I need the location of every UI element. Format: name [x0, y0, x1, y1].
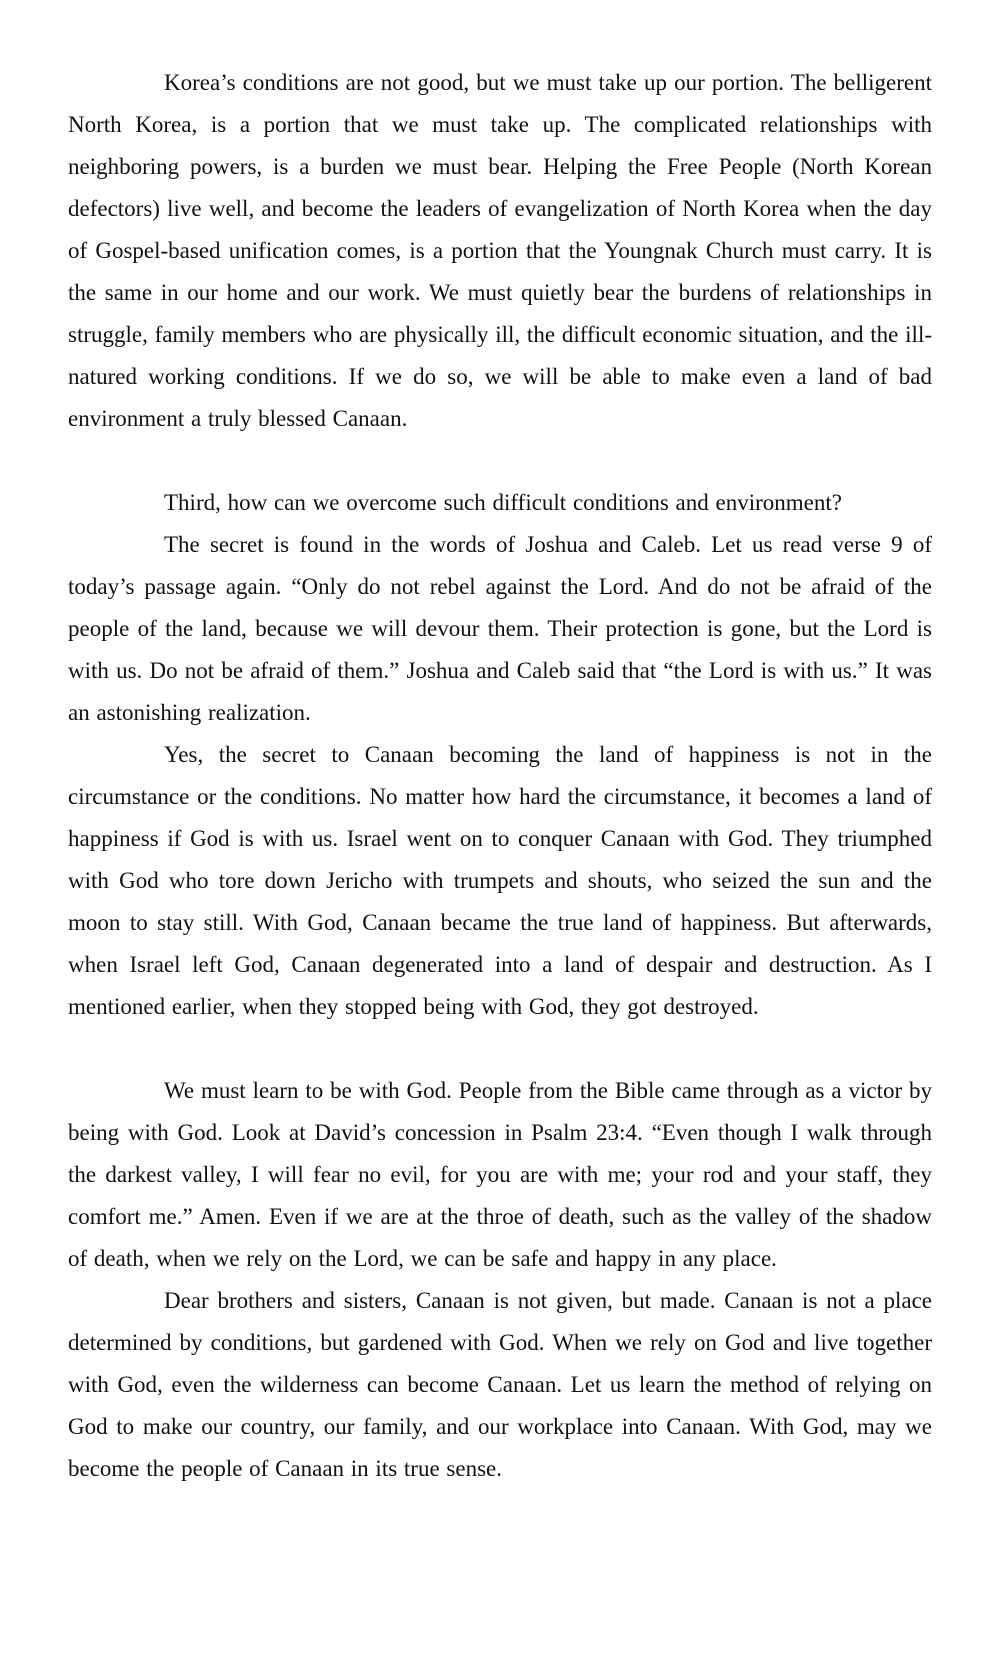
paragraph-gap	[68, 1028, 932, 1070]
paragraph-koreas-conditions: Korea’s conditions are not good, but we must take up our portion. The belligerent North Korea, is a portion that we must take up. The complicated relationships with neighboring powers, is a burden we must bear. Helping the Free People (North Korean defectors) live well, and become the leaders of evangelization of North Korea when the day of Gospel-based unification comes, is a portion that the Youngnak Church must carry. It is the same in our home and our work. We must quietly bear the burdens of relationships in struggle, family members who are physically ill, the difficult economic situation, and the ill-natured working conditions. If we do so, we will be able to make even a land of bad environment a truly blessed Canaan.	[68, 70, 932, 431]
paragraph-joshua-caleb: The secret is found in the words of Joshua and Caleb. Let us read verse 9 of today’s passage again. “Only do not rebel against the Lord. And do not be afraid of the people of the land, because we will devour them. Their protection is gone, but the Lord is with us. Do not be afraid of them.” Joshua and Caleb said that “the Lord is with us.” It was an astonishing realization.	[68, 532, 932, 725]
document-page	[68, 62, 932, 1490]
paragraph-third-question: Third, how can we overcome such difficult conditions and environment?	[164, 490, 842, 515]
paragraph-be-with-god: We must learn to be with God. People from the Bible came through as a victor by being with God. Look at David’s concession in Psalm 23:4. “Even though I walk through the darkest valley, I will fear no evil, for you are with me; your rod and your staff, they comfort me.” Amen. Even if we are at the throe of death, such as the valley of the shadow of death, when we rely on the Lord, we can be safe and happy in any place.	[68, 1078, 932, 1271]
paragraph-secret-to-canaan: Yes, the secret to Canaan becoming the land of happiness is not in the circumstance or the conditions. No matter how hard the circumstance, it becomes a land of happiness if God is with us. Israel went on to conquer Canaan with God. They triumphed with God who tore down Jericho with trumpets and shouts, who seized the sun and the moon to stay still. With God, Canaan became the true land of happiness. But afterwards, when Israel left God, Canaan degenerated into a land of despair and destruction. As I mentioned earlier, when they stopped being with God, they got destroyed.	[68, 742, 932, 1019]
paragraph-gap	[68, 440, 932, 482]
paragraph-canaan-is-made: Dear brothers and sisters, Canaan is not given, but made. Canaan is not a place determined by conditions, but gardened with God. When we rely on God and live together with God, even the wilderness can become Canaan. Let us learn the method of relying on God to make our country, our family, and our workplace into Canaan. With God, may we become the people of Canaan in its true sense.	[68, 1288, 932, 1481]
